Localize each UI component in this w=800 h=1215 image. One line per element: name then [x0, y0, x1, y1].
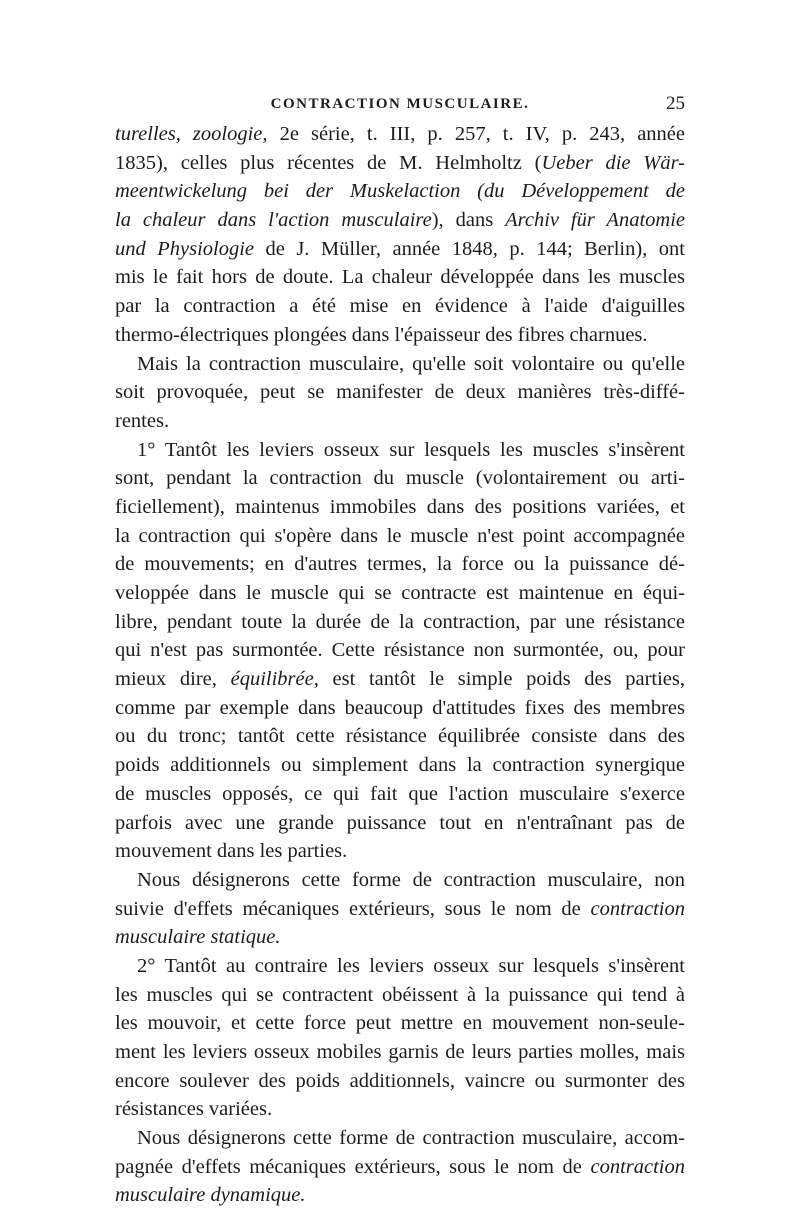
text-segment: rentes.	[115, 409, 170, 432]
text-line	[115, 550, 685, 579]
text-line	[115, 1067, 685, 1096]
text-line	[115, 378, 685, 407]
text-line	[115, 1124, 685, 1153]
text-segment: résistances variées.	[115, 1098, 273, 1121]
text-line	[115, 522, 685, 551]
text-line	[115, 579, 685, 608]
text-line	[115, 751, 685, 780]
text-segment: parfois avec une grande puissance tout en n'entraînant pas de	[115, 811, 685, 834]
text-line	[115, 694, 685, 723]
text-segment: mieux dire,	[115, 668, 231, 691]
text-line	[115, 1095, 685, 1124]
text-segment: les muscles qui se contractent obéissent à la puissance qui tend à	[115, 983, 685, 1006]
italic-text: musculaire statique.	[115, 926, 281, 949]
text-segment: Nous désignerons cette forme de contraction musculaire, accom-	[137, 1127, 685, 1150]
text-line	[115, 1153, 685, 1182]
text-segment: 2° Tantôt au contraire les leviers osseux sur lesquels s'insèrent	[137, 954, 685, 977]
text-segment: ment les leviers osseux mobiles garnis de leurs parties molles, mais	[115, 1041, 685, 1063]
text-segment: de mouvements; en d'autres termes, la force ou la puissance dé-	[115, 553, 685, 576]
text-segment: ou du tronc; tantôt cette résistance équilibrée consiste dans des	[115, 725, 685, 748]
italic-text: musculaire dynamique.	[115, 1184, 306, 1207]
text-segment: 1835), celles plus récentes de M. Helmholtz (	[115, 151, 542, 174]
text-line	[115, 1181, 685, 1210]
text-line	[115, 436, 685, 465]
italic-text: contraction	[590, 897, 685, 920]
text-line	[115, 206, 685, 235]
italic-text: turelles, zoologie,	[115, 123, 280, 145]
text-line	[115, 120, 685, 149]
text-segment: sont, pendant la contraction du muscle (volontairement ou arti-	[115, 467, 685, 490]
text-segment: de muscles opposés, ce qui fait que l'action musculaire s'exerce	[115, 782, 685, 805]
text-line	[115, 1009, 685, 1038]
text-segment: mouvement dans les parties.	[115, 840, 348, 863]
text-line	[115, 177, 685, 206]
text-line	[115, 981, 685, 1010]
body-text	[115, 120, 685, 1210]
italic-text: Archiv für Anatomie	[505, 209, 685, 232]
text-segment: thermo-électriques plongées dans l'épaisseur des fibres charnues.	[115, 323, 648, 346]
running-head	[115, 93, 685, 120]
text-segment: Nous désignerons cette forme de contraction musculaire, non	[137, 868, 685, 891]
text-line	[115, 722, 685, 751]
text-line	[115, 149, 685, 178]
text-line	[115, 1038, 685, 1067]
italic-text: contraction	[590, 1155, 685, 1178]
text-segment: encore soulever des poids additionnels, vaincre ou surmonter des	[115, 1069, 685, 1092]
text-line	[115, 866, 685, 895]
text-segment: de J. Müller, année 1848, p. 144; Berlin), ont	[254, 237, 685, 260]
italic-text: und Physiologie	[115, 237, 255, 260]
text-line	[115, 407, 685, 436]
running-head-title: CONTRACTION MUSCULAIRE.	[270, 96, 530, 112]
text-line	[115, 235, 685, 264]
text-segment: 1° Tantôt les leviers osseux sur lesquels les muscles s'insèrent	[137, 438, 685, 461]
text-line	[115, 665, 685, 694]
text-segment: ficiellement), maintenus immobiles dans des positions variées, et	[115, 495, 685, 518]
text-segment: est tantôt le simple poids des parties,	[318, 668, 685, 691]
text-segment: comme par exemple dans beaucoup d'attitudes fixes des membres	[115, 696, 685, 719]
text-segment: ), dans	[431, 209, 506, 232]
text-line	[115, 608, 685, 637]
text-line	[115, 493, 685, 522]
text-line	[115, 923, 685, 952]
italic-text: équilibrée,	[230, 668, 319, 691]
text-line	[115, 837, 685, 866]
text-line	[115, 321, 685, 350]
text-segment: suivie d'effets mécaniques extérieurs, sous le nom de	[115, 897, 591, 920]
text-segment: la contraction qui s'opère dans le muscle n'est point accompagnée	[115, 524, 685, 547]
text-line	[115, 464, 685, 493]
text-segment: soit provoquée, peut se manifester de deux manières très-diffé-	[115, 381, 685, 404]
text-line	[115, 952, 685, 981]
text-segment: mis le fait hors de doute. La chaleur développée dans les muscles	[115, 266, 685, 289]
text-line	[115, 780, 685, 809]
text-line	[115, 895, 685, 924]
text-segment: les mouvoir, et cette force peut mettre en mouvement non-seule-	[115, 1012, 685, 1035]
text-segment: par la contraction a été mise en évidence à l'aide d'aiguilles	[115, 295, 685, 318]
italic-text: Ueber die Wär-	[541, 151, 686, 174]
page-number: 25	[666, 93, 685, 114]
italic-text: meentwickelung bei der Muskelaction (du Développement de	[115, 180, 685, 203]
text-segment: poids additionnels ou simplement dans la contraction synergique	[115, 754, 685, 777]
italic-text: la chaleur dans l'action musculaire	[115, 209, 432, 232]
text-segment: libre, pendant toute la durée de la contraction, par une résistance	[115, 610, 685, 633]
text-line	[115, 292, 685, 321]
text-segment: Mais la contraction musculaire, qu'elle soit volontaire ou qu'elle	[137, 352, 685, 375]
text-line	[115, 636, 685, 665]
text-segment: 2e série, t. III, p. 257, t. IV, p. 243, année	[279, 123, 686, 145]
text-segment: veloppée dans le muscle qui se contracte est maintenue en équi-	[115, 582, 685, 604]
text-segment: pagnée d'effets mécaniques extérieurs, sous le nom de	[115, 1155, 591, 1178]
text-line	[115, 350, 685, 379]
text-line	[115, 809, 685, 838]
text-line	[115, 263, 685, 292]
text-segment: qui n'est pas surmontée. Cette résistance non surmontée, ou, pour	[115, 639, 685, 662]
